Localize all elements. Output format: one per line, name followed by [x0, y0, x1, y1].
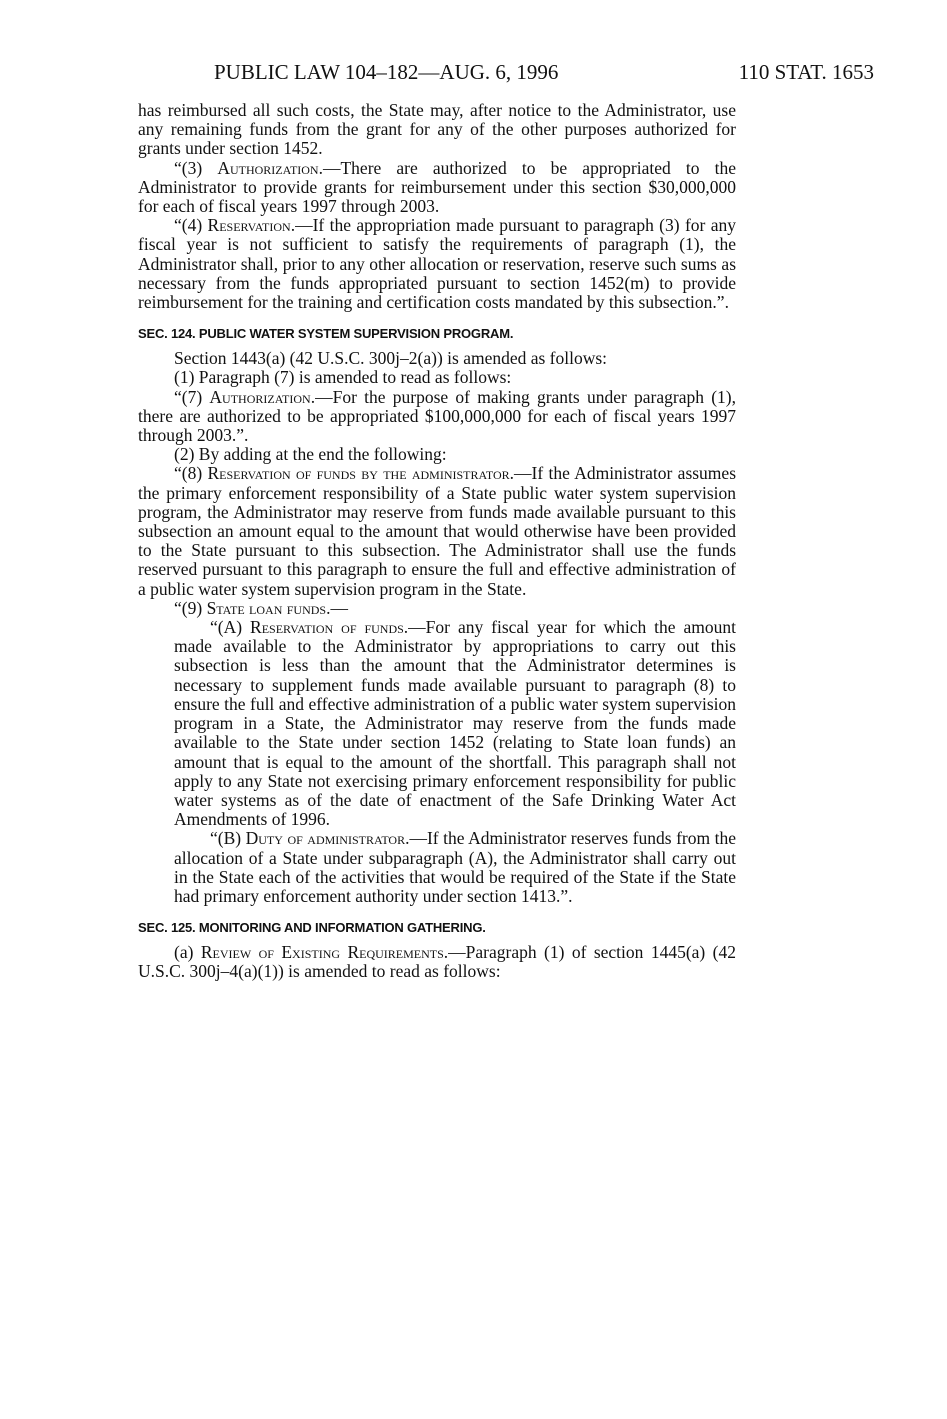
paragraph-2-amendment: (2) By adding at the end the following:: [174, 444, 447, 465]
section-125-heading: SEC. 125. MONITORING AND INFORMATION GATHERING.: [138, 920, 486, 936]
paragraph-4-reservation: “(4) Reservation.—If the appropriation made pursuant to paragraph (3) for any fiscal year is not sufficient to satisfy the requirements of paragraph (1), the Administrator shall, prior to any other allocation or reservation, reserve such sums as necessary from the funds appropriated pursuant to section 1452(m) to provide reimbursement for the training and certification costs mandated by this subsection.”.: [138, 215, 736, 313]
document-body: [138, 101, 736, 982]
paragraph-8-reservation-of-funds: “(8) Reservation of funds by the administrator.—If the Administrator assumes the primary enforcement responsibility of a State public water system supervision program, the Administrator may reserve from funds made available pursuant to this subsection an amount equal to the amount that would otherwise have been provided to the State pursuant to this subsection. The Administrator shall use the funds reserved pursuant to this paragraph to ensure the full and effective administration of a public water system supervision program in the State.: [138, 463, 736, 599]
paragraph-heading: State loan funds.: [206, 597, 331, 618]
paragraph-1-amendment: (1) Paragraph (7) is amended to read as follows:: [174, 367, 512, 388]
paragraph-a-review: (a) Review of Existing Requirements.—Paragraph (1) of section 1445(a) (42 U.S.C. 300j–4(a)(1)) is amended to read as follows:: [138, 942, 736, 982]
paragraph-heading: Reservation of funds.: [250, 617, 409, 638]
paragraph-heading: Review of Existing Requirements.: [200, 942, 449, 963]
paragraph-7-authorization: “(7) Authorization.—For the purpose of making grants under paragraph (1), there are authorized to be appropriated $100,000,000 for each of fiscal years 1997 through 2003.”.: [138, 386, 736, 446]
paragraph-9-state-loan-funds: “(9) State loan funds.—: [174, 597, 348, 618]
paragraph-heading: Duty of administrator.: [245, 828, 410, 849]
subparagraph-a-reservation: “(A) Reservation of funds.—For any fiscal year for which the amount made available to the Administrator by appropriations to carry out this subsection is less than the amount that the Administrator determines is necessary to supplement funds made available pursuant to paragraph (8) to ensure the full and effective administration of a public water system supervision program in a State, the Administrator may reserve from the funds made available to the State under section 1452 (relating to State loan funds) an amount that is equal to the amount of the shortfall. This paragraph shall not apply to any State not exercising primary enforcement responsibility for public water systems as of the date of enactment of the Safe Drinking Water Act Amendments of 1996.: [174, 617, 736, 830]
subparagraph-b-duty: “(B) Duty of administrator.—If the Administrator reserves funds from the allocation of a State under subparagraph (A), the Administrator shall carry out in the State each of the activities that would be required of the State if the State had primary enforcement authority under section 1413.”.: [174, 828, 736, 906]
paragraph-heading: Reservation.: [207, 215, 296, 236]
paragraph-heading: Authorization.: [217, 157, 323, 178]
paragraph-continuation: has reimbursed all such costs, the State may, after notice to the Administrator, use any remaining funds from the grant for any of the other purposes authorized for grants under section 1452.: [138, 100, 736, 159]
section-124-heading: SEC. 124. PUBLIC WATER SYSTEM SUPERVISION PROGRAM.: [138, 326, 514, 342]
paragraph-3-authorization: “(3) Authorization.—There are authorized to be appropriated to the Administrator to provide grants for reimbursement under this section $30,000,000 for each of fiscal years 1997 through 2003.: [138, 157, 736, 217]
running-header: [214, 58, 874, 86]
paragraph-heading: Authorization.: [209, 386, 316, 407]
paragraph-section-1443: Section 1443(a) (42 U.S.C. 300j–2(a)) is amended as follows:: [174, 348, 608, 369]
header-citation: PUBLIC LAW 104–182—AUG. 6, 1996: [214, 60, 559, 84]
paragraph-heading: Reservation of funds by the administrator.: [207, 463, 515, 484]
header-page-number: 110 STAT. 1653: [738, 60, 874, 84]
